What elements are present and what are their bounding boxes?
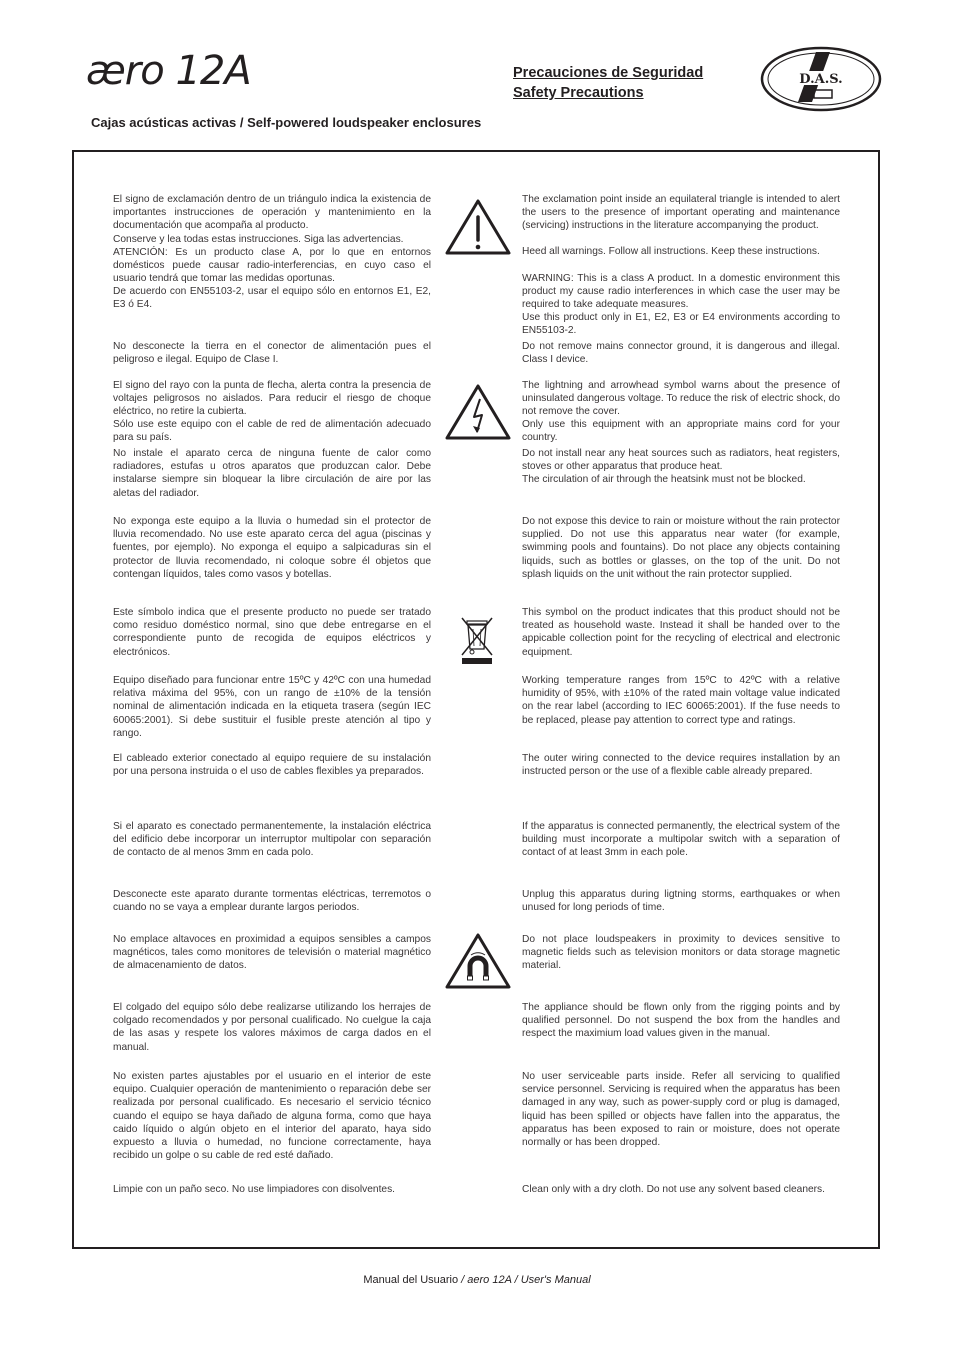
en-paragraph: WARNING: This is a class A product. In a domestic environment this product my cause radio interferences in which case the user may be required to take adequate measures.	[522, 273, 840, 311]
section-title-es: Precauciones de Seguridad	[513, 65, 704, 81]
en-paragraph: Do not remove mains connector ground, it is dangerous and illegal. Class I device.	[522, 341, 840, 366]
en-paragraph: Do not expose this device to rain or moisture without the rain protector supplied. Do not use this apparatus near water (for example, swimming pools and fountains). Do not place any objects containing liquids, such as bottles or glasses, on the top of the unit. Do not splash liquids on the unit without the rain protector supplied.	[522, 516, 840, 580]
en-paragraph: If the apparatus is connected permanently, the electrical system of the building must incorporate a multipolar switch with a separation of contact of at least 3mm in each pole.	[522, 821, 840, 859]
es-paragraph: No existen partes ajustables por el usuario en el interior de este equipo. Cualquier operación de mantenimiento o reparación debe ser realizada por personal cualificado. Es necesario el servicio técnico cuando el equipo se haya dañado de alguna forma, como que haya caido líquido o algún objeto en el interior del aparato, haya sido expuesto a lluvia o humedad, no funcione correctamente, haya recibido un golpe o su cable de red esté dañado.	[113, 1071, 431, 1162]
es-paragraph: El colgado del equipo sólo debe realizarse utilizando los herrajes de colgado recomendados y por personal cualificado. No cuelgue la caja de las asas y respete los valores máximos de carga dados en el manual.	[113, 1002, 431, 1053]
en-paragraph: The lightning and arrowhead symbol warns about the presence of uninsulated dangerous voltage. To reduce the risk of electric shock, do not remove the cover.	[522, 380, 840, 418]
es-paragraph: Desconecte este aparato durante tormentas eléctricas, terremotos o cuando no se vaya a emplear durante largos periodos.	[113, 889, 431, 914]
warning-triangle-icon	[443, 197, 513, 257]
es-paragraph: Si el aparato es conectado permanentemente, la instalación eléctrica del edificio debe incorporar un interruptor multipolar con separación de contacto de al menos 3mm en cada polo.	[113, 821, 431, 859]
das-logo-icon	[760, 46, 882, 112]
product-title: æro 12A	[86, 48, 251, 94]
es-paragraph: Este símbolo indica que el presente producto no puede ser tratado como residuo doméstico normal, sino que debe entregarse en el correspondiente punto de recogida de equipos eléctricos y electrónicos.	[113, 607, 431, 658]
en-paragraph: Unplug this apparatus during ligtning storms, earthquakes or when unused for long periods of time.	[522, 889, 840, 914]
es-paragraph: Equipo diseñado para funcionar entre 15ºC y 42ºC con una humedad relativa máxima del 95%, con un rango de ±10% de la tensión nominal de alimentación indicada en la etiqueta trasera (según IEC 60065:2001). Si debe sustituir el fusible preste atención al tipo y rango.	[113, 675, 431, 739]
magnet-icon	[443, 931, 513, 991]
section-title-en: Safety Precautions	[513, 85, 644, 101]
footer	[0, 1274, 954, 1286]
es-paragraph: ATENCIÓN: Es un producto clase A, por lo que en entornos domésticos puede causar radio-interferencias, en cuyo caso el usuario tendrá que tomar las medidas oportunas.	[113, 247, 431, 285]
subtitle: Cajas acústicas activas / Self-powered loudspeaker enclosures	[91, 115, 482, 130]
en-paragraph: Only use this equipment with an appropriate mains cord for your country.	[522, 419, 840, 444]
es-paragraph: Limpie con un paño seco. No use limpiadores con disolventes.	[113, 1184, 396, 1195]
es-paragraph: No emplace altavoces en proximidad a equipos sensibles a campos magnéticos, tales como monitores de televisión o material magnético de almacenamiento de datos.	[113, 934, 431, 972]
es-paragraph: El cableado exterior conectado al equipo requiere de su instalación por una persona instruida o el uso de cables flexibles ya preparados.	[113, 753, 431, 778]
es-paragraph: De acuerdo con EN55103-2, usar el equipo sólo en entornos E1, E2, E3 ó E4.	[113, 286, 431, 311]
footer-middle: / aero 12A /	[458, 1274, 521, 1286]
en-paragraph: The circulation of air through the heatsink must not be blocked.	[522, 474, 806, 485]
en-paragraph: Use this product only in E1, E2, E3 or E4 environments according to EN55103-2.	[522, 312, 840, 337]
en-paragraph: Working temperature ranges from 15ºC to 42ºC with a relative humidity of 95%, with ±10% of the rated main voltage value indicated on the rear label (according to IEC 60065:2001). If the fuse needs to be replaced, please pay attention to correct type and ratings.	[522, 675, 840, 726]
es-paragraph: El signo del rayo con la punta de flecha, alerta contra la presencia de voltajes peligrosos no aislados. Para reducir el riesgo de choque eléctrico, no retire la cubierta.	[113, 380, 431, 418]
en-paragraph: Do not install near any heat sources such as radiators, heat registers, stoves or other apparatus that produce heat.	[522, 448, 840, 473]
es-paragraph: El signo de exclamación dentro de un triángulo indica la existencia de importantes instrucciones de operación y mantenimiento en la documentación que acompaña al producto.	[113, 194, 431, 232]
footer-left: Manual del Usuario	[363, 1274, 459, 1286]
es-paragraph: No instale el aparato cerca de ninguna fuente de calor como radiadores, estufas u otros aparatos que produzcan calor. Debe instalarse siempre sin bloquear la libre circulación de aire por las aletas del radiador.	[113, 448, 431, 499]
es-paragraph: No exponga este equipo a la lluvia o humedad sin el protector de lluvia recomendado. No use este aparato cerca del agua (piscinas y fuentes, por ejemplo). No exponga el equipo a salpicaduras sin el protector de lluvia recomendado, ni coloque sobre él objetos que contengan líquidos, tales como vasos y botellas.	[113, 516, 431, 580]
en-paragraph: Clean only with a dry cloth. Do not use any solvent based cleaners.	[522, 1184, 825, 1195]
en-paragraph: No user serviceable parts inside. Refer all servicing to qualified service personnel. Servicing is required when the apparatus has been damaged in any way, such as power-supply cord or plug is damaged, liquid has been spilled or objects have fallen into the apparatus, the apparatus has been exposed to rain or moisture, does not operate normally or has been dropped.	[522, 1071, 840, 1149]
es-paragraph: Conserve y lea todas estas instrucciones. Siga las advertencias.	[113, 234, 404, 245]
es-paragraph: Sólo use este equipo con el cable de red de alimentación adecuado para su país.	[113, 419, 431, 444]
crossed-bin-icon	[459, 615, 495, 667]
das-logo-text: D.A.S.	[799, 72, 843, 87]
en-paragraph: The exclamation point inside an equilateral triangle is intended to alert the users to the presence of important operating and maintenance (servicing) instructions in the literature accompanying the product.	[522, 194, 840, 232]
footer-right: User's Manual	[520, 1274, 591, 1286]
en-paragraph: Heed all warnings. Follow all instructions. Keep these instructions.	[522, 246, 820, 257]
en-paragraph: This symbol on the product indicates that this product should not be treated as household waste. Instead it shall be handed over to the appicable collection point for the recycling of electrical and electronic equipment.	[522, 607, 840, 658]
lightning-triangle-icon	[443, 382, 513, 442]
en-paragraph: Do not place loudspeakers in proximity to devices sensitive to magnetic fields such as television monitors or data storage magnetic material.	[522, 934, 840, 972]
es-paragraph: No desconecte la tierra en el conector de alimentación pues el peligroso e ilegal. Equipo de Clase I.	[113, 341, 431, 366]
en-paragraph: The outer wiring connected to the device requires installation by an instructed person or the use of a flexible cable already prepared.	[522, 753, 840, 778]
en-paragraph: The appliance should be flown only from the rigging points and by qualified personnel. Do not suspend the box from the handles and respect the maximium load values given in the manual.	[522, 1002, 840, 1040]
